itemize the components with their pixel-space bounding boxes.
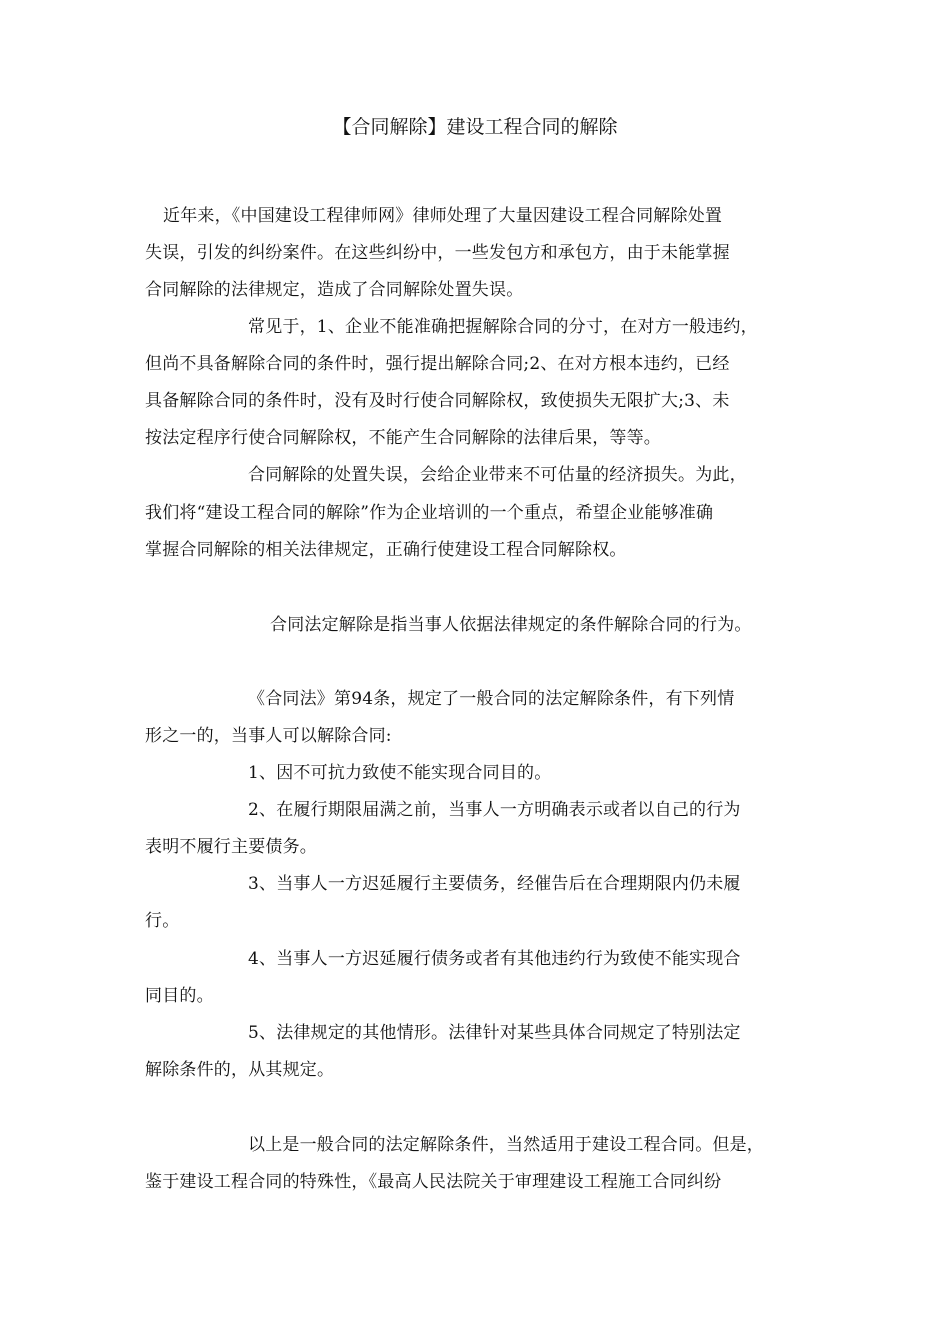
- item-4-line-2: 同目的。: [145, 986, 214, 1006]
- conclusion-line-2: 鉴于建设工程合同的特殊性，《最高人民法院关于审理建设工程施工合同纠纷: [145, 1172, 722, 1192]
- definition-line: 合同法定解除是指当事人依据法律规定的条件解除合同的行为。: [270, 615, 752, 635]
- common-line-4: 按法定程序行使合同解除权，不能产生合同解除的法律后果，等等。: [145, 428, 661, 448]
- item-2-line-2: 表明不履行主要债务。: [145, 837, 317, 857]
- item-2-line-1: 2、在履行期限届满之前，当事人一方明确表示或者以自己的行为: [248, 800, 741, 820]
- loss-line-3: 掌握合同解除的相关法律规定，正确行使建设工程合同解除权。: [145, 540, 627, 560]
- loss-line-2: 我们将“建设工程合同的解除”作为企业培训的一个重点，希望企业能够准确: [145, 503, 714, 523]
- item-3-line-1: 3、当事人一方迟延履行主要债务，经催告后在合理期限内仍未履: [248, 874, 741, 894]
- conclusion-line-1: 以上是一般合同的法定解除条件，当然适用于建设工程合同。但是，: [248, 1135, 764, 1155]
- item-1: 1、因不可抗力致使不能实现合同目的。: [248, 763, 552, 783]
- intro-line-2: 失误，引发的纠纷案件。在这些纠纷中，一些发包方和承包方，由于未能掌握: [145, 243, 730, 263]
- item-5-line-1: 5、法律规定的其他情形。法律针对某些具体合同规定了特别法定: [248, 1023, 741, 1043]
- article94-line-1: 《合同法》第94条，规定了一般合同的法定解除条件，有下列情: [248, 689, 735, 709]
- item-4-line-1: 4、当事人一方迟延履行债务或者有其他违约行为致使不能实现合: [248, 949, 741, 969]
- item-3-line-2: 行。: [145, 911, 180, 931]
- common-line-3: 具备解除合同的条件时，没有及时行使合同解除权，致使损失无限扩大;3、未: [145, 391, 730, 411]
- intro-line-3: 合同解除的法律规定，造成了合同解除处置失误。: [145, 280, 524, 300]
- item-5-line-2: 解除条件的，从其规定。: [145, 1060, 335, 1080]
- loss-line-1: 合同解除的处置失误，会给企业带来不可估量的经济损失。为此，: [248, 465, 747, 485]
- common-line-2: 但尚不具备解除合同的条件时，强行提出解除合同;2、在对方根本违约，已经: [145, 354, 730, 374]
- intro-line-1: 近年来，《中国建设工程律师网》律师处理了大量因建设工程合同解除处置: [163, 206, 723, 226]
- common-line-1: 常见于，1、企业不能准确把握解除合同的分寸，在对方一般违约，: [248, 317, 758, 337]
- article94-line-2: 形之一的，当事人可以解除合同:: [145, 726, 392, 746]
- document-title: 【合同解除】建设工程合同的解除: [332, 116, 618, 138]
